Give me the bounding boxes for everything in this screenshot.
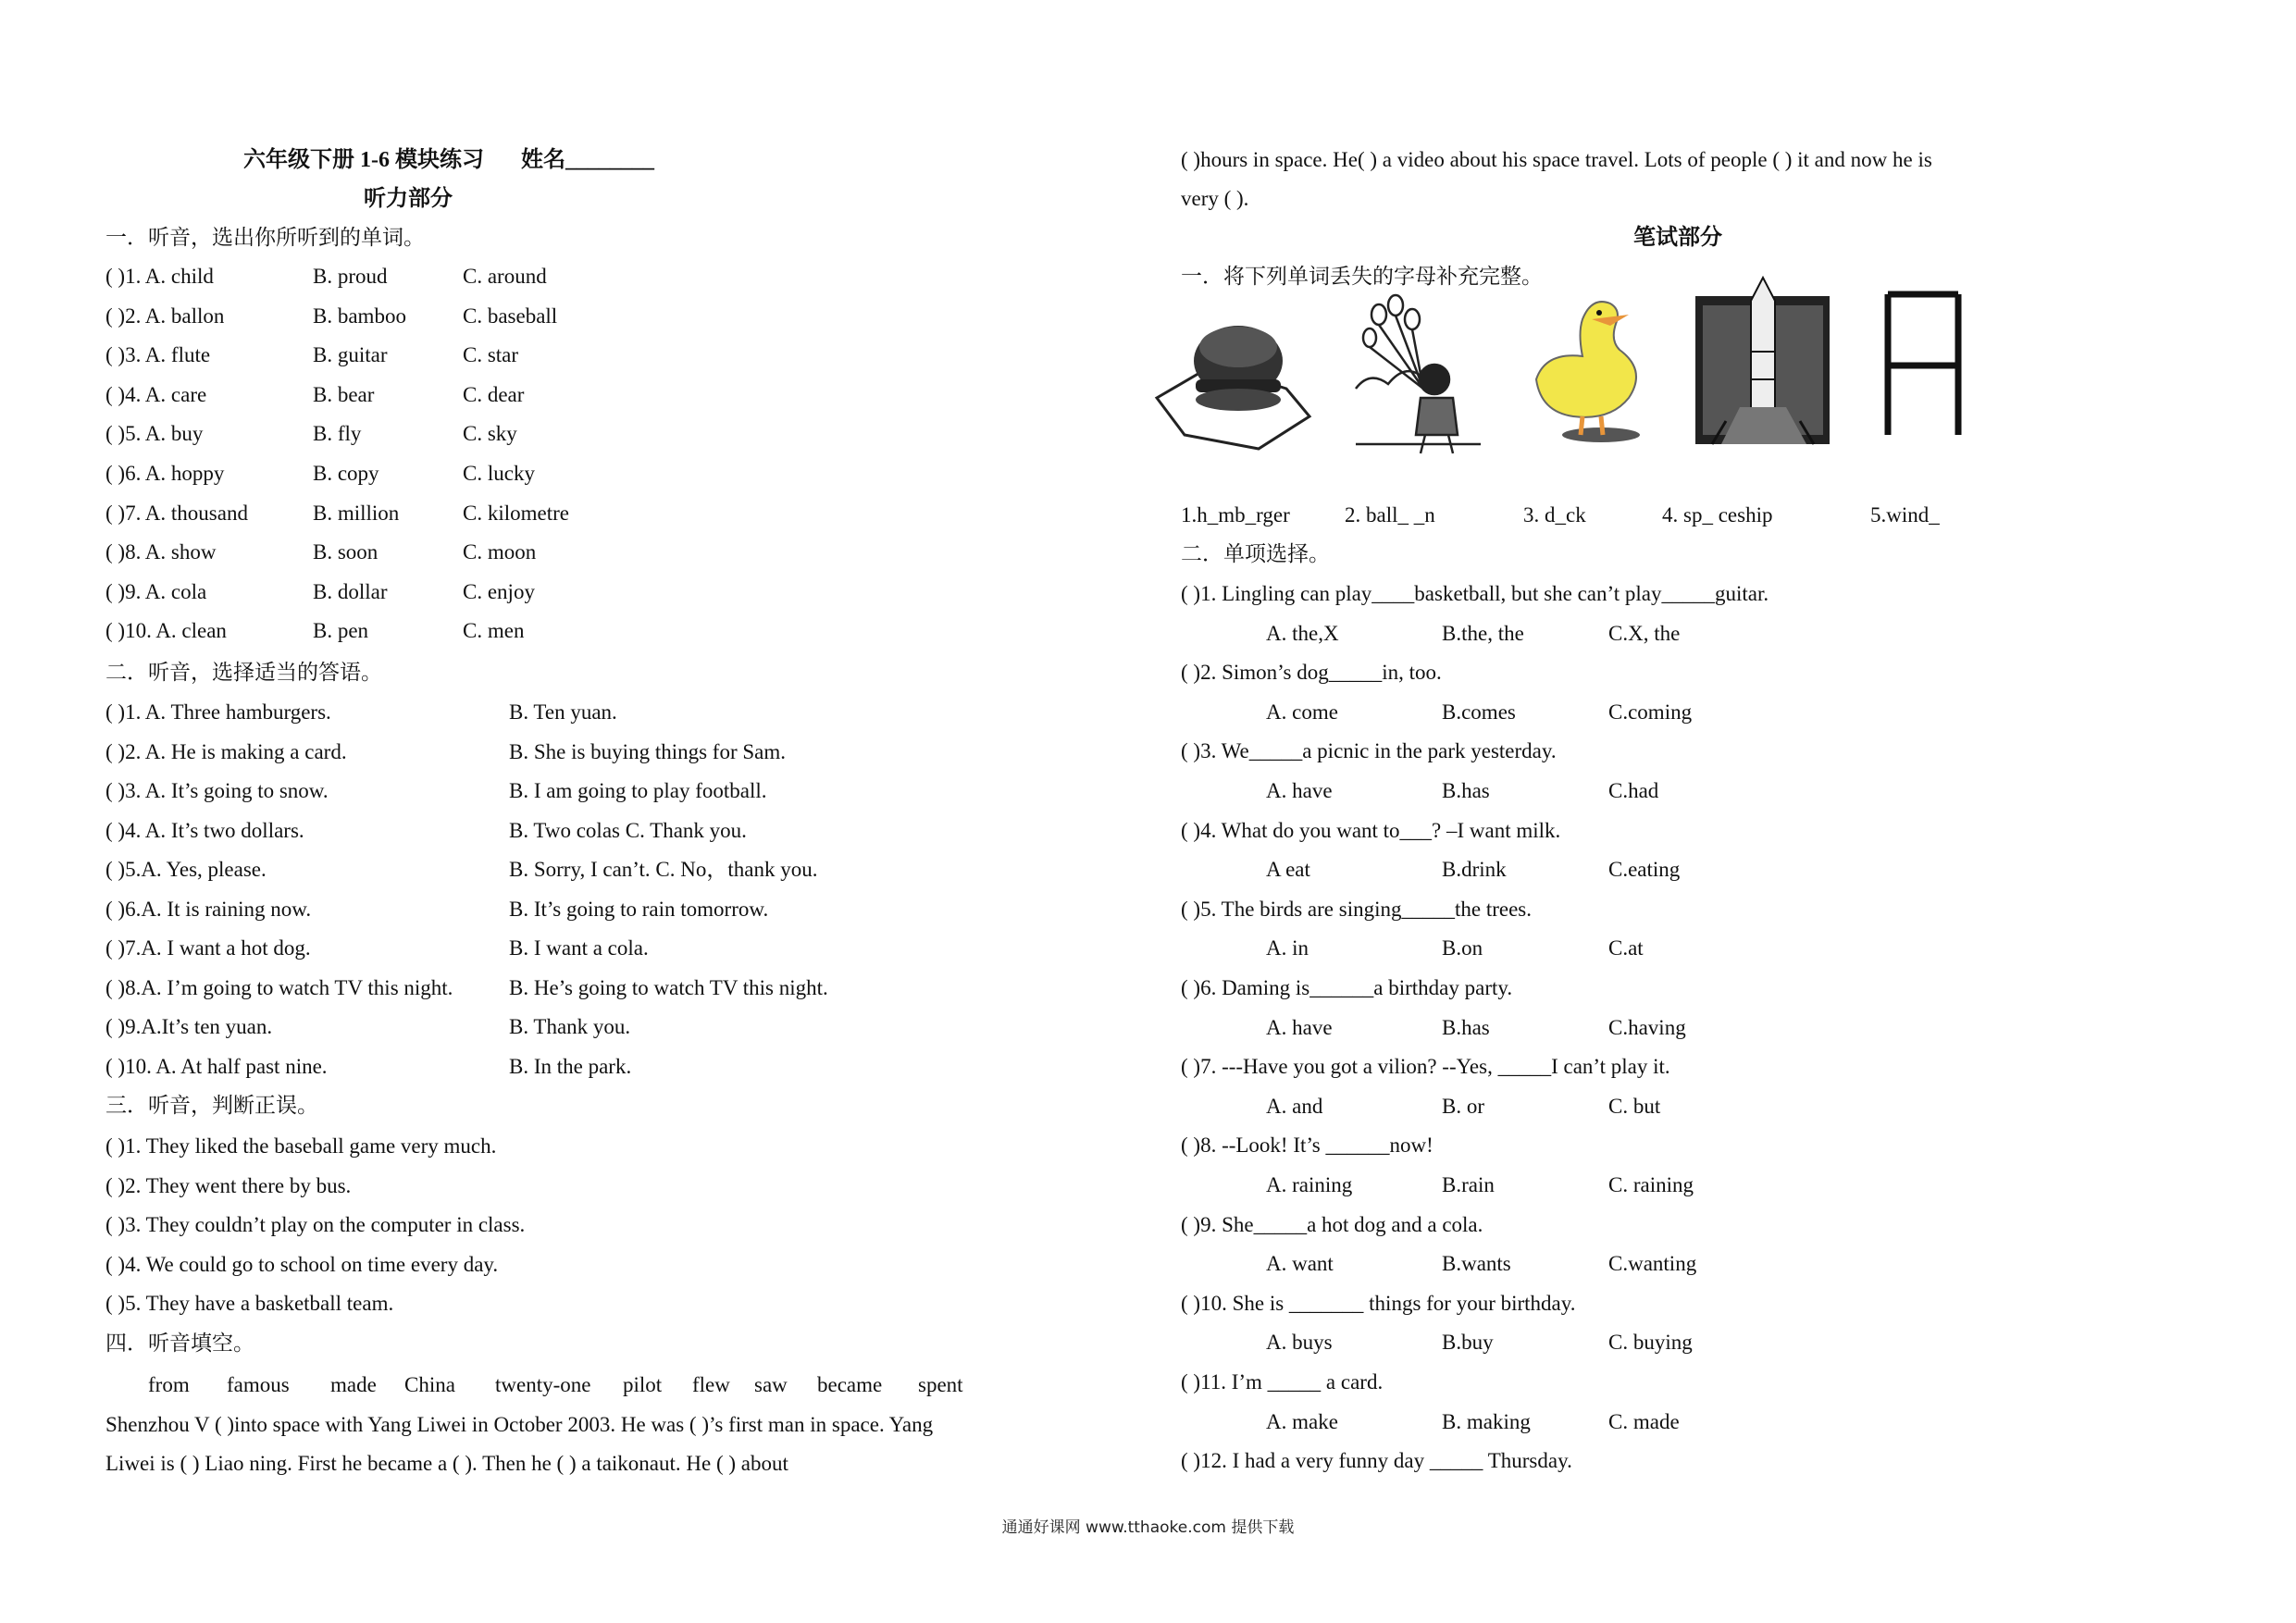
- option-b: B. Thank you.: [509, 1015, 631, 1038]
- write2-question: ( )5. The birds are singing_____the trees.: [1181, 897, 1532, 921]
- write2-question: ( )1. Lingling can play____basketball, but she can’t play_____guitar.: [1181, 582, 1769, 605]
- option-b: B. copy: [313, 462, 379, 485]
- option-a: ( )8. A. show: [105, 540, 217, 564]
- option-a: ( )5.A. Yes, please.: [105, 858, 267, 881]
- option-c: C. made: [1608, 1409, 1680, 1433]
- word-bank-word: pilot: [623, 1373, 663, 1396]
- option-c: C. men: [463, 619, 525, 643]
- listen3-item: ( )4. We could go to school on time every day.: [105, 1252, 499, 1276]
- option-a: ( )5. A. buy: [105, 422, 204, 446]
- word-bank-word: saw: [754, 1373, 788, 1396]
- listen4-heading: 四．听音填空。: [105, 1332, 254, 1355]
- option-a: ( )1. A. Three hamburgers.: [105, 700, 331, 724]
- option-b: B. dollar: [313, 579, 388, 603]
- option-c: C.X, the: [1608, 621, 1681, 645]
- option-b: B.buy: [1442, 1331, 1494, 1355]
- option-a: ( )9. A. cola: [105, 579, 207, 603]
- option-c: C. moon: [463, 540, 537, 564]
- option-c: C.eating: [1608, 858, 1681, 882]
- write2-question: ( )12. I had a very funny day _____ Thursday.: [1181, 1449, 1572, 1473]
- option-c: C. but: [1608, 1094, 1661, 1118]
- option-b: B. Ten yuan.: [509, 700, 617, 724]
- option-c: C.coming: [1608, 700, 1693, 724]
- option-b: B.the, the: [1442, 621, 1524, 645]
- option-b: B. bamboo: [313, 304, 406, 328]
- listen1-heading: 一．听音，选出你所听到的单词。: [105, 226, 425, 249]
- option-a: ( )1. A. child: [105, 265, 214, 288]
- balloon-girl-picture: [1356, 295, 1481, 453]
- option-b: B.comes: [1442, 700, 1516, 724]
- option-b: B. guitar: [313, 343, 388, 367]
- option-a: ( )4. A. care: [105, 382, 207, 406]
- option-a: A eat: [1266, 858, 1310, 882]
- write2-question: ( )6. Daming is______a birthday party.: [1181, 976, 1513, 999]
- option-b: B. Sorry, I can’t. C. No，thank you.: [509, 858, 818, 881]
- hamburger-picture: [1157, 326, 1309, 449]
- option-c: C. lucky: [463, 462, 535, 485]
- option-a: ( )3. A. flute: [105, 343, 211, 367]
- option-a: A. buys: [1266, 1331, 1333, 1355]
- option-a: ( )2. A. ballon: [105, 304, 225, 328]
- missing-letter-word: 5.wind_: [1870, 503, 1940, 527]
- passage-line-4: very ( ).: [1181, 187, 1249, 210]
- write2-question: ( )2. Simon’s dog_____in, too.: [1181, 661, 1442, 685]
- option-c: C. dear: [463, 382, 525, 406]
- missing-letter-word: 4. sp_ ceship: [1662, 503, 1773, 527]
- passage-line-3: ( )hours in space. He( ) a video about his space travel. Lots of people ( ) it and now he is: [1181, 148, 1932, 171]
- option-a: ( )9.A.It’s ten yuan.: [105, 1015, 273, 1038]
- option-c: C. baseball: [463, 304, 558, 328]
- option-a: A. want: [1266, 1252, 1334, 1276]
- option-c: C. sky: [463, 422, 517, 446]
- footer: 通通好课网 www.tthaoke.com 提供下载: [1001, 1518, 1295, 1537]
- option-a: A. have: [1266, 1015, 1333, 1039]
- option-a: ( )3. A. It’s going to snow.: [105, 779, 329, 802]
- option-c: C.wanting: [1608, 1252, 1697, 1276]
- missing-letter-word: 1.h_mb_rger: [1181, 503, 1290, 527]
- passage-line-1: Shenzhou V ( )into space with Yang Liwei in October 2003. He was ( )’s first man in space. Yang: [105, 1413, 934, 1436]
- option-a: ( )6. A. hoppy: [105, 462, 225, 485]
- option-a: ( )8.A. I’m going to watch TV this night.: [105, 975, 453, 999]
- option-a: ( )10. A. At half past nine.: [105, 1054, 328, 1078]
- word-bank-word: made: [330, 1373, 377, 1396]
- option-a: A. the,X: [1266, 621, 1339, 645]
- option-a: ( )7.A. I want a hot dog.: [105, 936, 311, 960]
- option-b: B. making: [1442, 1409, 1531, 1433]
- option-b: B.has: [1442, 779, 1490, 802]
- word-bank-word: China: [404, 1373, 455, 1396]
- missing-letter-word: 3. d_ck: [1523, 503, 1586, 527]
- option-a: A. make: [1266, 1409, 1338, 1433]
- duck-picture: [1536, 302, 1640, 442]
- window-picture: [1888, 294, 1958, 435]
- write2-question: ( )4. What do you want to___? –I want milk.: [1181, 818, 1561, 842]
- option-b: B. It’s going to rain tomorrow.: [509, 897, 769, 921]
- write1-heading: 一．将下列单词丢失的字母补充完整。: [1181, 265, 1543, 288]
- option-b: B.on: [1442, 936, 1483, 960]
- option-b: B. Two colas C. Thank you.: [509, 818, 747, 842]
- option-b: B. fly: [313, 422, 362, 446]
- option-c: C. buying: [1608, 1331, 1693, 1355]
- option-a: ( )7. A. thousand: [105, 501, 248, 525]
- option-c: C.had: [1608, 779, 1659, 802]
- word-bank-word: became: [817, 1373, 883, 1396]
- write2-question: ( )7. ---Have you got a vilion? --Yes, _____I can’t play it.: [1181, 1055, 1670, 1079]
- option-b: B. He’s going to watch TV this night.: [509, 975, 828, 999]
- option-a: A. come: [1266, 700, 1338, 724]
- word-bank-word: from: [148, 1373, 190, 1396]
- option-c: C. kilometre: [463, 501, 569, 525]
- option-c: C. enjoy: [463, 579, 535, 603]
- option-b: B. million: [313, 501, 400, 525]
- option-b: B.wants: [1442, 1252, 1511, 1276]
- option-b: B.drink: [1442, 858, 1507, 882]
- option-b: B.rain: [1442, 1173, 1495, 1196]
- word-bank-word: twenty-one: [495, 1373, 591, 1396]
- writing-title: 笔试部分: [1633, 226, 1722, 250]
- write2-question: ( )8. --Look! It’s ______now!: [1181, 1134, 1433, 1158]
- listening-title: 听力部分: [364, 187, 453, 211]
- option-c: C. raining: [1608, 1173, 1694, 1196]
- spaceship-picture: [1695, 278, 1830, 444]
- missing-letter-word: 2. ball_ _n: [1345, 503, 1435, 527]
- option-b: B. pen: [313, 619, 369, 643]
- write2-question: ( )11. I’m _____ a card.: [1181, 1370, 1384, 1394]
- option-b: B. She is buying things for Sam.: [509, 739, 787, 763]
- option-a: A. in: [1266, 936, 1309, 960]
- write2-question: ( )9. She_____a hot dog and a cola.: [1181, 1212, 1483, 1236]
- passage-line-2: Liwei is ( ) Liao ning. First he became a ( ). Then he ( ) a taikonaut. He ( ) about: [105, 1452, 788, 1475]
- option-a: ( )2. A. He is making a card.: [105, 739, 347, 763]
- option-a: ( )4. A. It’s two dollars.: [105, 818, 304, 842]
- option-b: B. I am going to play football.: [509, 779, 767, 802]
- pictures-row: [1148, 0, 2296, 518]
- listen3-item: ( )3. They couldn’t play on the computer in class.: [105, 1213, 526, 1236]
- option-c: C. star: [463, 343, 519, 367]
- listen3-item: ( )5. They have a basketball team.: [105, 1292, 394, 1315]
- listen3-item: ( )2. They went there by bus.: [105, 1173, 352, 1197]
- option-b: B. bear: [313, 382, 375, 406]
- option-b: B.has: [1442, 1015, 1490, 1039]
- option-b: B. I want a cola.: [509, 936, 649, 960]
- write2-question: ( )10. She is _______ things for your birthday.: [1181, 1291, 1576, 1315]
- listen3-item: ( )1. They liked the baseball game very much.: [105, 1134, 497, 1158]
- word-bank-word: spent: [918, 1373, 963, 1396]
- name-label: 姓名________: [521, 148, 654, 172]
- write2-heading: 二．单项选择。: [1181, 542, 1330, 565]
- write2-question: ( )3. We_____a picnic in the park yesterday.: [1181, 739, 1557, 763]
- option-a: A. raining: [1266, 1173, 1353, 1196]
- option-a: A. and: [1266, 1094, 1323, 1118]
- listen3-heading: 三．听音，判断正误。: [105, 1094, 318, 1117]
- option-a: A. have: [1266, 779, 1333, 802]
- listen2-heading: 二．听音，选择适当的答语。: [105, 661, 382, 684]
- option-c: C.at: [1608, 936, 1644, 960]
- title-text: 六年级下册 1-6 模块练习: [243, 148, 484, 172]
- option-a: ( )6.A. It is raining now.: [105, 897, 312, 921]
- option-b: B. proud: [313, 265, 388, 288]
- option-c: C. around: [463, 265, 547, 288]
- word-bank-word: flew: [692, 1373, 730, 1396]
- option-b: B. soon: [313, 540, 379, 564]
- option-b: B. In the park.: [509, 1054, 632, 1078]
- option-a: ( )10. A. clean: [105, 619, 227, 643]
- option-c: C.having: [1608, 1015, 1686, 1039]
- word-bank-word: famous: [227, 1373, 290, 1396]
- option-b: B. or: [1442, 1094, 1484, 1118]
